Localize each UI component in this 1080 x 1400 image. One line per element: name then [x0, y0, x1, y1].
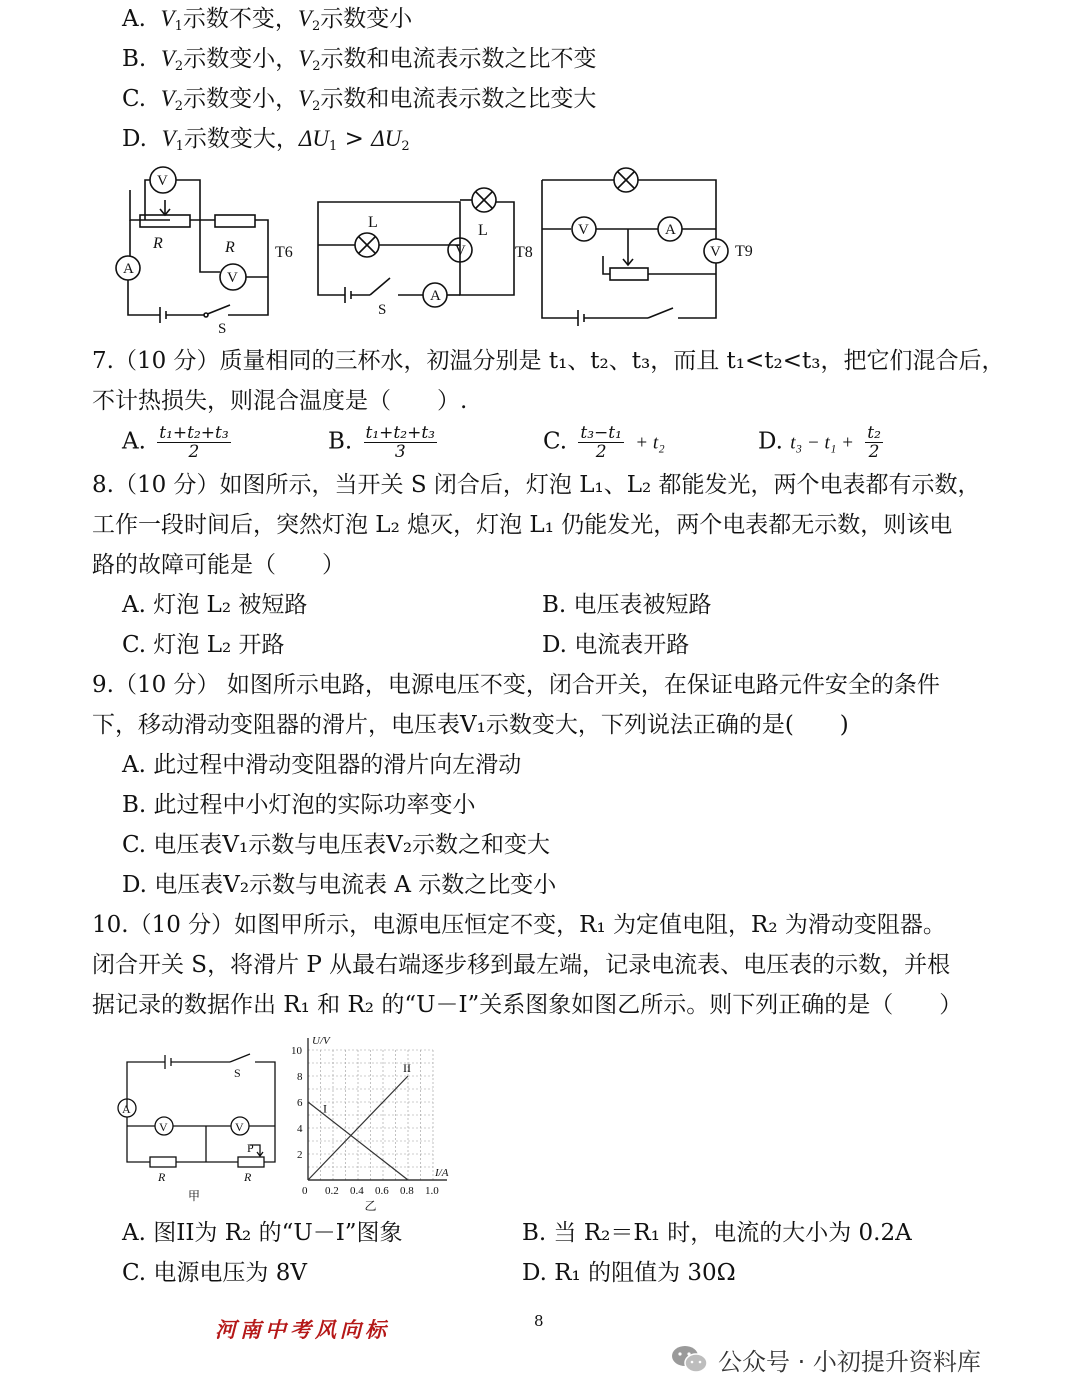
q10-option-b: B. 当 R₂＝R₁ 时，电流的大小为 0.2A — [522, 1220, 912, 1246]
q9-option-b: B. 此过程中小灯泡的实际功率变小 — [122, 792, 476, 818]
t9-a-label: A — [665, 222, 676, 238]
circuit-t6 — [110, 160, 310, 335]
q7-option-b-fraction: $\frac{\text{t₁+t₂+t₃}}{3}$ — [365, 423, 435, 462]
wechat-icon — [670, 1343, 710, 1375]
q7-option-d-fraction: $\frac{\text{t₂}}{2}$ — [867, 423, 881, 462]
q6-option-b: B. $V_2$示数变小，$V_2$示数和电流表示数之比不变 — [122, 46, 597, 74]
q8-line-1: 8.（10 分）如图所示，当开关 S 闭合后，灯泡 L₁、L₂ 都能发光，两个电表都有示数， — [92, 472, 981, 498]
jia-a-label: A — [122, 1102, 131, 1116]
q7-line-2: 不计热损失，则混合温度是（ ）. — [92, 388, 468, 414]
q8-option-c: C. 灯泡 L₂ 开路 — [122, 632, 285, 658]
q7-option-a: A. $\frac{\text{t₁+t₂+t₃}}{2}$ — [122, 423, 229, 462]
t8-l1-label: L — [368, 214, 378, 231]
q7-option-a-fraction: $\frac{\text{t₁+t₂+t₃}}{2}$ — [159, 423, 229, 462]
q9-option-c: C. 电压表V₁示数与电压表V₂示数之和变大 — [122, 832, 551, 858]
q8-option-b: B. 电压表被短路 — [542, 592, 712, 618]
t8-tag: T8 — [515, 244, 533, 261]
q8-option-d: D. 电流表开路 — [542, 632, 690, 658]
x-tick-label: 0.2 — [325, 1185, 339, 1197]
circuit-t9 — [538, 168, 768, 338]
circuit-t8 — [310, 180, 540, 320]
y-tick-label: 10 — [291, 1045, 302, 1057]
page-number: 8 — [534, 1312, 544, 1330]
y-tick-label: 2 — [297, 1149, 303, 1161]
jia-v2-label: V — [235, 1120, 244, 1134]
t9-v2-label: V — [710, 244, 721, 260]
q8-line-2: 工作一段时间后，突然灯泡 L₂ 熄灭，灯泡 L₁ 仍能发光，两个电表都无示数，则该电 — [92, 512, 953, 538]
t6-r1-label: R — [153, 235, 163, 252]
t8-l2-label: L — [478, 222, 488, 239]
x-tick-label: 0.6 — [375, 1185, 389, 1197]
t9-tag: T9 — [735, 243, 753, 260]
q9-option-a: A. 此过程中滑动变阻器的滑片向左滑动 — [122, 752, 522, 778]
t6-r2-label: R — [225, 239, 235, 256]
q8-option-a: A. 灯泡 L₂ 被短路 — [122, 592, 308, 618]
q7-option-d: D. t₃ − t₁ + $\frac{\text{t₂}}{2}$ — [758, 423, 881, 462]
q6-option-b-text: $V_2$示数变小，$V_2$示数和电流表示数之比不变 — [160, 46, 597, 74]
q6-option-c-text: $V_2$示数变小，$V_2$示数和电流表示数之比变大 — [160, 86, 597, 114]
q7-option-c-fraction: $\frac{\text{t₃−t₁}}{2}$ — [580, 423, 622, 462]
q6-option-a-text: $V_1$示数不变，$V_2$示数变小 — [160, 6, 413, 34]
t6-tag: T6 — [275, 244, 293, 261]
x-tick-label: 0.8 — [400, 1185, 414, 1197]
t6-a-label: A — [123, 261, 134, 277]
q9-line-1: 9.（10 分） 如图所示电路，电源电压不变，闭合开关，在保证电路元件安全的条件 — [92, 672, 940, 698]
q7-option-b: B. $\frac{\text{t₁+t₂+t₃}}{3}$ — [328, 423, 435, 462]
series-label-II: II — [403, 1061, 411, 1076]
jia-v1-label: V — [159, 1120, 168, 1134]
t6-v1-label: V — [157, 173, 168, 189]
q10-line-1: 10.（10 分）如图甲所示，电源电压恒定不变，R₁ 为定值电阻，R₂ 为滑动变阻器。 — [92, 912, 946, 938]
ui-chart — [290, 1030, 460, 1213]
q7-option-c: C. $\frac{\text{t₃−t₁}}{2}$ + t₂ — [543, 423, 665, 462]
jia-r1-label: R — [158, 1170, 166, 1184]
q8-line-3: 路的故障可能是（ ） — [92, 552, 345, 578]
t6-v2-label: V — [227, 270, 238, 286]
t6-s-label: S — [218, 321, 227, 337]
q7-line-1: 7.（10 分）质量相同的三杯水，初温分别是 t₁、t₂、t₃，而且 t₁<t₂<t₃，把它们混合后， — [92, 348, 1005, 374]
watermark-text: 公众号 · 小初提升资料库 — [718, 1347, 981, 1376]
x-tick-label: 0.4 — [350, 1185, 364, 1197]
watermark — [670, 1337, 1070, 1381]
jia-s-label: S — [234, 1066, 241, 1080]
chart-labels — [291, 1035, 449, 1213]
t8-v-label: V — [455, 243, 466, 259]
jia-p-label: P — [247, 1141, 254, 1155]
x-axis-label: I/A — [435, 1167, 449, 1179]
q9-line-2: 下，移动滑动变阻器的滑片，电压表V₁示数变大，下列说法正确的是( ) — [92, 712, 849, 738]
q10-option-d: D. R₁ 的阻值为 30Ω — [522, 1260, 736, 1286]
q6-option-d: D. $V_1$示数变大，$\Delta U_1 > \Delta U_2$ — [122, 126, 410, 154]
x-tick-label: 0 — [302, 1185, 308, 1197]
q6-option-c: C. $V_2$示数变小，$V_2$示数和电流表示数之比变大 — [122, 86, 597, 114]
x-tick-label: 1.0 — [425, 1185, 439, 1197]
q6-option-a: A. $V_1$示数不变，$V_2$示数变小 — [122, 6, 413, 34]
jia-caption: 甲 — [188, 1189, 201, 1203]
y-tick-label: 4 — [297, 1123, 303, 1135]
q10-option-c: C. 电源电压为 8V — [122, 1260, 307, 1286]
circuit-jia — [110, 1050, 290, 1205]
y-tick-label: 6 — [297, 1097, 303, 1109]
t8-s-label: S — [378, 302, 387, 318]
y-tick-label: 8 — [297, 1071, 303, 1083]
series-label-I: I — [323, 1101, 327, 1116]
brand-logo-text: 河南中考风向标 — [215, 1317, 390, 1342]
q10-line-3: 据记录的数据作出 R₁ 和 R₂ 的“U－I”关系图象如图乙所示。则下列正确的是（ ） — [92, 992, 963, 1018]
q6-option-d-text: $V_1$示数变大，$\Delta U_1 > \Delta U_2$ — [161, 126, 410, 154]
chart-caption: 乙 — [364, 1199, 377, 1213]
t8-a-label: A — [430, 288, 441, 304]
q9-option-d: D. 电压表V₂示数与电流表 A 示数之比变小 — [122, 872, 557, 898]
t9-v1-label: V — [578, 222, 589, 238]
q10-line-2: 闭合开关 S，将滑片 P 从最右端逐步移到最左端，记录电流表、电压表的示数，并根 — [92, 952, 951, 978]
y-axis-label: U/V — [312, 1035, 330, 1047]
q10-option-a: A. 图II为 R₂ 的“U－I”图象 — [122, 1220, 403, 1246]
jia-r2-label: R — [244, 1170, 252, 1184]
